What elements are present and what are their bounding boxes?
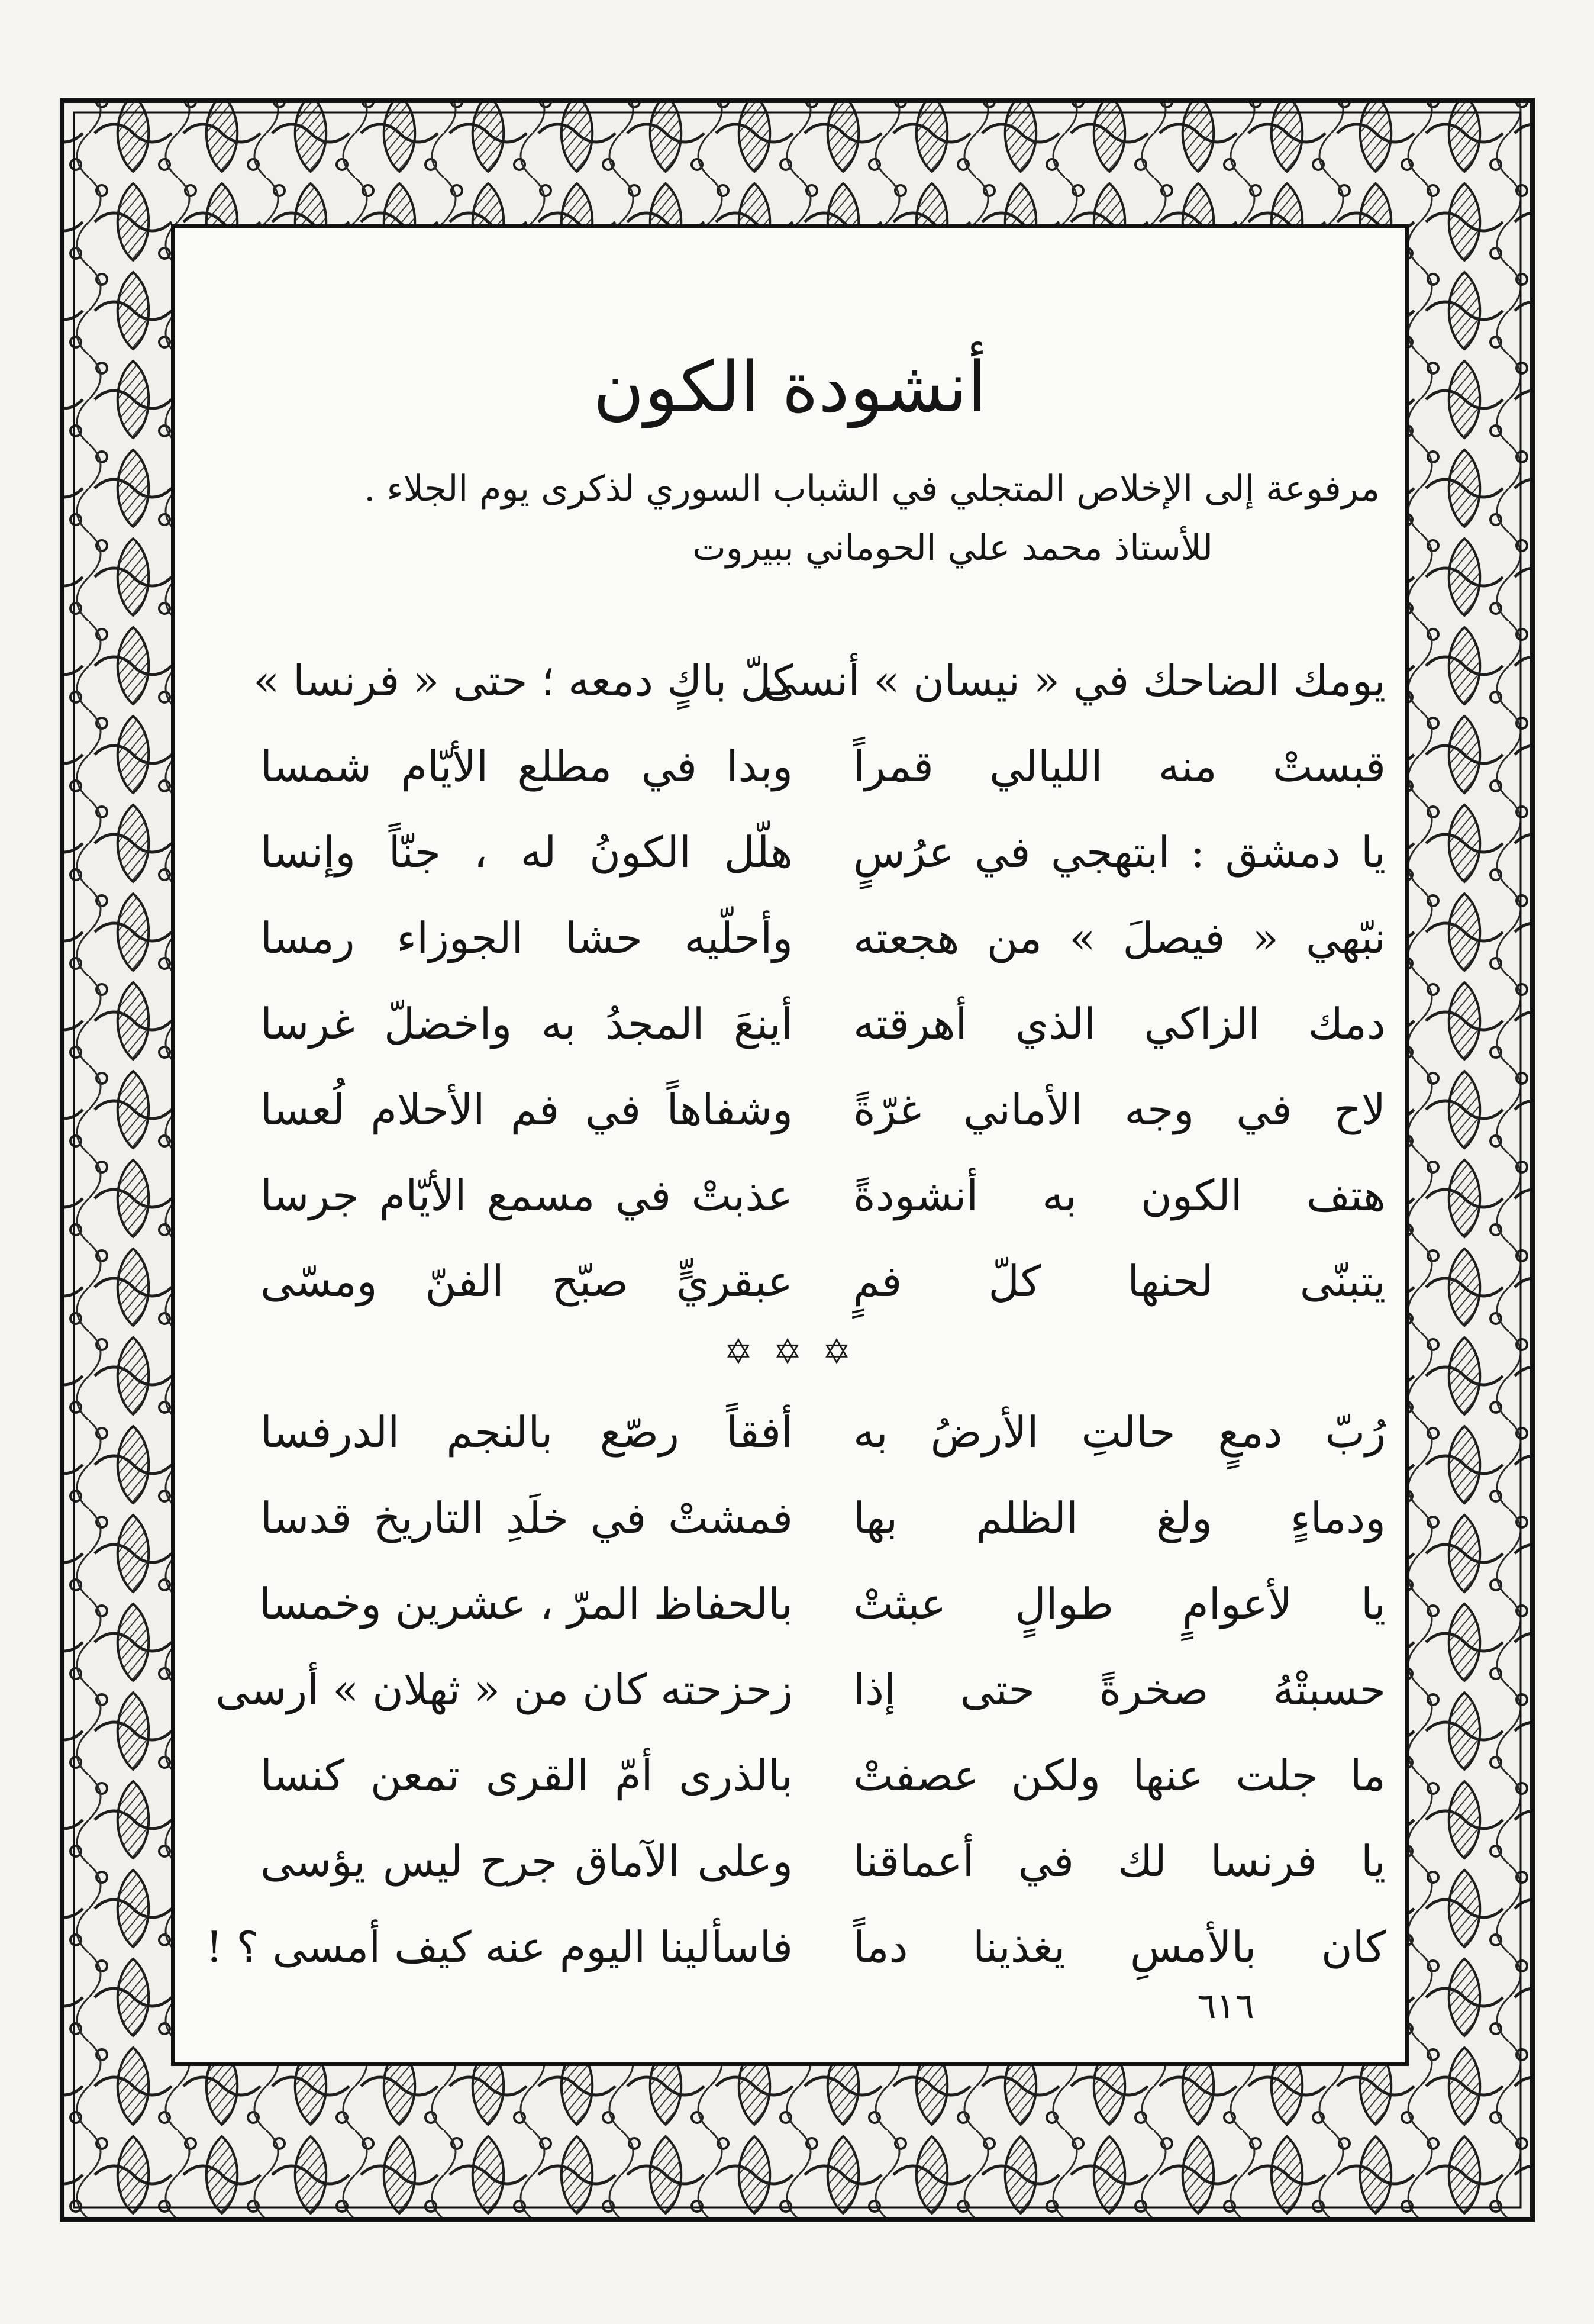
verse [178,982,1402,1065]
verse [178,725,1402,808]
page-title: أنشودة الكون [593,346,987,428]
verse-second-hemistich: وعلى الآماق جرح ليس يؤسى [260,1836,793,1886]
verse-first-hemistich: هتف الكون به أنشودةً [853,1171,1386,1220]
verse-second-hemistich: وأحلّيه حشا الجوزاء رمسا [260,913,793,963]
verse [178,1820,1402,1903]
verse [178,1154,1402,1237]
verse [178,1648,1402,1731]
verse-second-hemistich: أينعَ المجدُ به واخضلّ غرسا [260,999,793,1049]
verse-first-hemistich: يا لأعوامٍ طوالٍ عبثتْ [853,1579,1386,1629]
verse-second-hemistich: فاسألينا اليوم عنه كيف أمسى ؟ ! [205,1922,793,1972]
verse-second-hemistich: وبدا في مطلع الأيّام شمسا [260,742,793,791]
verse-second-hemistich: بالحفاظ المرّ ، عشرين وخمسا [259,1579,793,1629]
verse-first-hemistich: قبستْ منه الليالي قمراً [853,742,1386,791]
verse-first-hemistich: ودماءٍ ولغ الظلم بها [853,1493,1386,1543]
verse-first-hemistich: رُبّ دمعٍ حالتِ الأرضُ به [853,1407,1386,1457]
section-separator: ✡ ✡ ✡ [724,1332,856,1372]
page-number: ٦١٦ [1197,1985,1254,2027]
verse-first-hemistich: دمك الزاكي الذي أهرقته [853,999,1386,1049]
verse-second-hemistich: عذبتْ في مسمع الأيّام جرسا [260,1171,793,1220]
verse-first-hemistich: حسبتْهُ صخرةً حتى إذا [853,1665,1386,1714]
verse [178,1562,1402,1645]
verse [178,1906,1402,1988]
verse-second-hemistich: زحزحته كان من « ثهلان » أرسى [215,1665,793,1714]
verse [178,1477,1402,1559]
verse [178,639,1402,722]
verse-second-hemistich: أفقاً رصّع بالنجم الدرفسا [260,1407,793,1457]
verse [178,897,1402,979]
verse-first-hemistich: يومك الضاحك في « نيسان » أنسى [763,656,1386,705]
author-line: للأستاذ محمد علي الحوماني ببيروت [692,527,1213,569]
verse-first-hemistich: كان بالأمسِ يغذينا دماً [853,1922,1386,1972]
verse-first-hemistich: لاح في وجه الأماني غرّةً [853,1085,1386,1134]
verse-first-hemistich: يا دمشق : ابتهجي في عرُسٍ [853,827,1386,877]
verse-second-hemistich: فمشتْ في خلَدِ التاريخ قدسا [260,1493,793,1543]
verse [178,1734,1402,1817]
verse-first-hemistich: ما جلت عنها ولكن عصفتْ [853,1751,1386,1800]
text-panel [178,231,1402,2059]
verse-first-hemistich: يتبنّى لحنها كلّ فمٍ [853,1256,1386,1306]
verse-first-hemistich: يا فرنسا لك في أعماقنا [853,1836,1386,1886]
verse-first-hemistich: نبّهي « فيصلَ » من هجعته [853,913,1386,963]
verse-second-hemistich: بالذرى أمّ القرى تمعن كنسا [260,1751,793,1800]
verse [178,1068,1402,1151]
verse [178,1391,1402,1474]
verse-second-hemistich: هلّل الكونُ له ، جنّاً وإنسا [260,827,793,877]
verse-second-hemistich: كلّ باكٍ دمعه ؛ حتى « فرنسا » [253,656,793,705]
dedication-line: مرفوعة إلى الإخلاص المتجلي في الشباب السوري لذكرى يوم الجلاء . [364,468,1380,510]
verse [178,811,1402,894]
verse-second-hemistich: وشفاهاً في فم الأحلام لُعسا [260,1085,793,1134]
verse-second-hemistich: عبقريٍّ صبّح الفنّ ومسّى [260,1256,793,1306]
verse [178,1240,1402,1323]
